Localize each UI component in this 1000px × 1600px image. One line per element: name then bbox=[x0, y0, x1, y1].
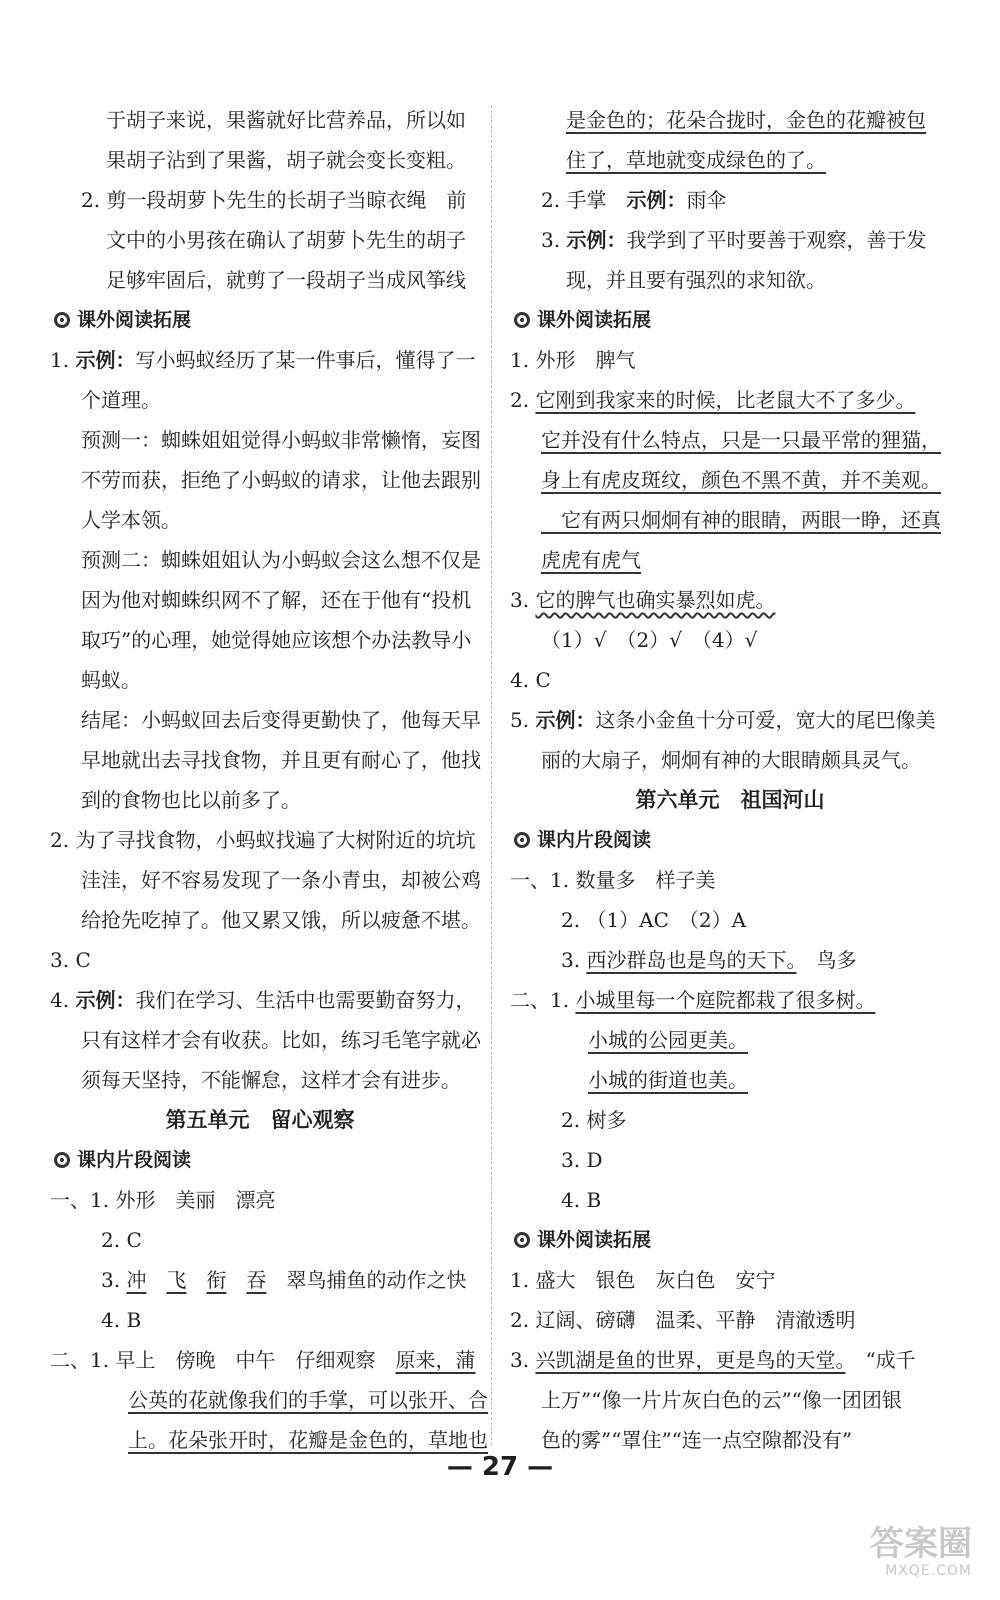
answer-line bbox=[50, 1060, 470, 1100]
section-heading-label: 课外阅读拓展 bbox=[537, 309, 652, 331]
answer-text: 色的雾”“罩住”“连一点空隙都没有” bbox=[541, 1428, 853, 1452]
answer-line bbox=[50, 380, 470, 420]
answer-line bbox=[50, 540, 481, 580]
answer-text: 足够牢固后，就剪了一段胡子当成风筝线 bbox=[106, 268, 466, 292]
answer-line bbox=[50, 220, 470, 260]
answer-line bbox=[510, 660, 950, 700]
answer-line bbox=[50, 660, 470, 700]
answer-text: 2. C bbox=[81, 1228, 142, 1252]
answer-text: 2. 树多 bbox=[541, 1108, 627, 1132]
watermark-logo-text: 答案圈 bbox=[870, 1524, 972, 1564]
answer-line bbox=[510, 380, 950, 420]
answer-line bbox=[50, 340, 476, 380]
answer-text: 5. bbox=[510, 708, 536, 732]
answer-label: 示例： bbox=[75, 348, 136, 372]
answer-text: 3. bbox=[541, 948, 587, 972]
unit-title: 第六单元 祖国河山 bbox=[635, 788, 825, 812]
answer-text: 早地就出去寻找食物，并且更有耐心了，他找 bbox=[81, 748, 481, 772]
section-heading bbox=[510, 820, 950, 860]
column-divider bbox=[491, 105, 492, 1445]
section-bullet-icon bbox=[514, 1232, 530, 1248]
answer-line bbox=[510, 740, 950, 780]
answer-text: 洼洼，好不容易发现了一条小青虫，却被公鸡 bbox=[81, 868, 481, 892]
answer-text: 我学到了平时要善于观察，善于发 bbox=[626, 228, 927, 252]
answer-text: 预测一：蜘蛛姐姐觉得小蚂蚁非常懒惰，妄图 bbox=[81, 428, 481, 452]
answer-line bbox=[510, 860, 950, 900]
marked-text: 小城的街道也美。 bbox=[588, 1068, 748, 1092]
answer-line bbox=[50, 900, 481, 940]
answer-text: 上万”“像一片片灰白色的云”“像一团团银 bbox=[541, 1388, 902, 1412]
answer-text: 3. bbox=[510, 588, 536, 612]
answer-line bbox=[50, 620, 470, 660]
answer-text: 2. bbox=[510, 388, 536, 412]
answer-line bbox=[50, 1300, 470, 1340]
answer-line bbox=[50, 1180, 470, 1220]
answer-text: 2. 手掌 bbox=[541, 188, 627, 212]
answer-label: 示例： bbox=[566, 228, 627, 252]
answer-text: “成千 bbox=[845, 1348, 916, 1372]
answer-line bbox=[510, 1100, 950, 1140]
answer-text: 不劳而获，拒绝了小蚂蚁的请求，让他去跟别 bbox=[81, 468, 481, 492]
answer-line bbox=[510, 980, 950, 1020]
answer-line bbox=[510, 100, 950, 140]
answer-text: 结尾：小蚂蚁回去后变得更勤快了，他每天早 bbox=[81, 708, 481, 732]
marked-text: 身上有虎皮斑纹，颜色不黑不黄，并不美观。 bbox=[541, 468, 941, 492]
answer-line bbox=[510, 1380, 950, 1420]
answer-text: 2. 剪一段胡萝卜先生的长胡子当晾衣绳 前 bbox=[81, 188, 467, 212]
answer-text: 4. bbox=[50, 988, 76, 1012]
answer-line bbox=[510, 500, 950, 540]
answer-text: 丽的大扇子，炯炯有神的大眼睛颇具灵气。 bbox=[541, 748, 921, 772]
marked-text: 冲 bbox=[126, 1268, 147, 1292]
answer-text: 果胡子沾到了果酱，胡子就会变长变粗。 bbox=[106, 148, 466, 172]
answer-line bbox=[510, 1180, 950, 1220]
answer-line bbox=[510, 900, 950, 940]
answer-line bbox=[50, 940, 470, 980]
answer-line bbox=[510, 1260, 950, 1300]
section-heading-label: 课内片段阅读 bbox=[77, 1149, 192, 1171]
answer-text: 预测二：蜘蛛姐姐认为小蚂蚁会这么想不仅是 bbox=[81, 548, 481, 572]
answer-line bbox=[50, 1260, 470, 1300]
answer-line bbox=[50, 420, 481, 460]
marked-text: 衔 bbox=[206, 1268, 227, 1292]
left-column bbox=[50, 100, 488, 1460]
answer-line bbox=[50, 780, 470, 820]
section-bullet-icon bbox=[514, 312, 530, 328]
answer-text: 二、1. 早上 傍晚 中午 仔细观察 bbox=[50, 1348, 396, 1372]
marked-text: 小城的公园更美。 bbox=[588, 1028, 748, 1052]
answer-text bbox=[146, 1268, 166, 1292]
answer-text: 因为他对蜘蛛织网不了解，还在于他有“投机 bbox=[81, 588, 472, 612]
answer-line bbox=[50, 820, 476, 860]
marked-text: 它有两只炯炯有神的眼睛，两眼一睁，还真 bbox=[541, 508, 941, 532]
marked-text: 它的脾气也确实暴烈如虎。 bbox=[535, 588, 776, 612]
section-heading bbox=[510, 300, 950, 340]
right-column bbox=[510, 100, 950, 1460]
answer-line bbox=[510, 1340, 950, 1380]
section-bullet-icon bbox=[54, 312, 70, 328]
answer-text: 4. B bbox=[541, 1188, 602, 1212]
answer-text: 须每天坚持，不能懈怠，这样才会有进步。 bbox=[81, 1068, 461, 1092]
answer-line bbox=[510, 180, 950, 220]
answer-text: 个道理。 bbox=[81, 388, 161, 412]
answer-text bbox=[186, 1268, 206, 1292]
marked-text: 住了，草地就变成绿色的了。 bbox=[566, 148, 826, 172]
answer-line bbox=[50, 1380, 488, 1420]
answer-text: 翠鸟捕鱼的动作之快 bbox=[266, 1268, 467, 1292]
answer-text: 1. 盛大 银色 灰白色 安宁 bbox=[510, 1268, 776, 1292]
answer-line bbox=[510, 220, 950, 260]
answer-line bbox=[510, 940, 950, 980]
answer-text: 3. bbox=[81, 1268, 127, 1292]
answer-text: 取巧”的心理，她觉得她应该想个办法教导小 bbox=[81, 628, 472, 652]
section-heading bbox=[50, 300, 470, 340]
answer-label: 示例： bbox=[535, 708, 596, 732]
marked-text: 虎虎有虎气 bbox=[541, 548, 641, 572]
answer-text: 2. （1）AC （2）A bbox=[541, 908, 747, 932]
answer-text: 3. bbox=[510, 1348, 536, 1372]
section-heading-label: 课内片段阅读 bbox=[537, 829, 652, 851]
answer-line bbox=[510, 260, 950, 300]
marked-text: 原来，蒲 bbox=[395, 1348, 476, 1372]
section-bullet-icon bbox=[514, 832, 530, 848]
answer-text: 4. C bbox=[510, 668, 551, 692]
answer-text: 蚂蚁。 bbox=[81, 668, 141, 692]
section-bullet-icon bbox=[54, 1152, 70, 1168]
marked-text: 飞 bbox=[166, 1268, 187, 1292]
answer-line bbox=[510, 1300, 950, 1340]
answer-line bbox=[50, 580, 470, 620]
answer-text: 1. 外形 脾气 bbox=[510, 348, 636, 372]
answer-line bbox=[50, 260, 470, 300]
answer-line bbox=[510, 340, 950, 380]
section-heading bbox=[510, 1220, 950, 1260]
section-heading-label: 课外阅读拓展 bbox=[537, 1229, 652, 1251]
answer-line bbox=[50, 740, 481, 780]
answer-line bbox=[510, 1140, 950, 1180]
answer-line bbox=[510, 620, 950, 660]
answer-text: 1. bbox=[50, 348, 76, 372]
answer-text: 一、1. 外形 美丽 漂亮 bbox=[50, 1188, 276, 1212]
answer-text: 鸟多 bbox=[796, 948, 857, 972]
answer-line bbox=[50, 700, 481, 740]
answer-text: 一、1. 数量多 样子美 bbox=[510, 868, 716, 892]
answer-line bbox=[50, 980, 476, 1020]
answer-line bbox=[510, 580, 950, 620]
section-heading-label: 课外阅读拓展 bbox=[77, 309, 192, 331]
answer-line bbox=[50, 860, 481, 900]
marked-text: 兴凯湖是鱼的世界，更是鸟的天堂。 bbox=[535, 1348, 846, 1372]
answer-text: 现，并且要有强烈的求知欲。 bbox=[566, 268, 826, 292]
answer-text: 给抢先吃掉了。他又累又饿，所以疲惫不堪。 bbox=[81, 908, 481, 932]
watermark-site: MXQE.COM bbox=[885, 1563, 972, 1579]
answer-line bbox=[510, 460, 950, 500]
answer-text: 3. bbox=[541, 228, 567, 252]
marked-text: 它刚到我家来的时候，比老鼠大不了多少。 bbox=[535, 388, 916, 412]
unit-title: 第五单元 留心观察 bbox=[165, 1108, 355, 1132]
answer-text: 只有这样才会有收获。比如，练习毛笔字就必 bbox=[81, 1028, 481, 1052]
answer-text: 二、1. bbox=[510, 988, 576, 1012]
answer-line bbox=[510, 1060, 950, 1100]
answer-text: 人学本领。 bbox=[81, 508, 181, 532]
answer-label: 示例： bbox=[75, 988, 136, 1012]
answer-text: 4. B bbox=[81, 1308, 142, 1332]
answer-line bbox=[510, 140, 950, 180]
answer-line bbox=[50, 500, 470, 540]
answer-text: 2. 辽阔、磅礴 温柔、平静 清澈透明 bbox=[510, 1308, 856, 1332]
marked-text: 吞 bbox=[246, 1268, 267, 1292]
section-heading bbox=[50, 1140, 470, 1180]
marked-text: 上。花朵张开时，花瓣是金色的，草地也 bbox=[128, 1428, 488, 1452]
answer-text: 于胡子来说，果酱就好比营养品，所以如 bbox=[106, 108, 466, 132]
answer-text: 文中的小男孩在确认了胡萝卜先生的胡子 bbox=[106, 228, 466, 252]
answer-line bbox=[50, 1340, 476, 1380]
marked-text: 小城里每一个庭院都栽了很多树。 bbox=[575, 988, 876, 1012]
answer-text: 雨伞 bbox=[686, 188, 727, 212]
answer-line bbox=[50, 460, 481, 500]
answer-text: （1）√ （2）√ （4）√ bbox=[541, 628, 758, 652]
marked-text: 西沙群岛也是鸟的天下。 bbox=[586, 948, 797, 972]
answer-line bbox=[510, 540, 950, 580]
answer-text: 到的食物也比以前多了。 bbox=[81, 788, 301, 812]
answer-text bbox=[226, 1268, 246, 1292]
answer-line bbox=[50, 140, 470, 180]
answer-text: 2. 为了寻找食物，小蚂蚁找遍了大树附近的坑坑 bbox=[50, 828, 476, 852]
answer-line bbox=[50, 1220, 470, 1260]
answer-text: 3. C bbox=[50, 948, 91, 972]
marked-text: 它并没有什么特点，只是一只最平常的狸猫， bbox=[541, 428, 941, 452]
answer-line bbox=[50, 180, 470, 220]
answer-label: 示例： bbox=[626, 188, 687, 212]
answer-line bbox=[510, 1020, 950, 1060]
watermark-logo bbox=[812, 1526, 972, 1586]
marked-text: 公英的花就像我们的手掌，可以张开、合 bbox=[128, 1388, 488, 1412]
answer-line bbox=[50, 100, 470, 140]
answer-line bbox=[510, 700, 950, 740]
answer-text: 我们在学习、生活中也需要勤奋努力， bbox=[135, 988, 476, 1012]
answer-text: 这条小金鱼十分可爱，宽大的尾巴像美 bbox=[595, 708, 936, 732]
marked-text: 是金色的；花朵合拢时，金色的花瓣被包 bbox=[566, 108, 926, 132]
answer-line bbox=[510, 420, 950, 460]
answer-text: 3. D bbox=[541, 1148, 603, 1172]
answer-line bbox=[50, 1020, 481, 1060]
answer-text: 写小蚂蚁经历了某一件事后，懂得了一 bbox=[135, 348, 476, 372]
page-number: — 27 — bbox=[446, 1452, 554, 1482]
